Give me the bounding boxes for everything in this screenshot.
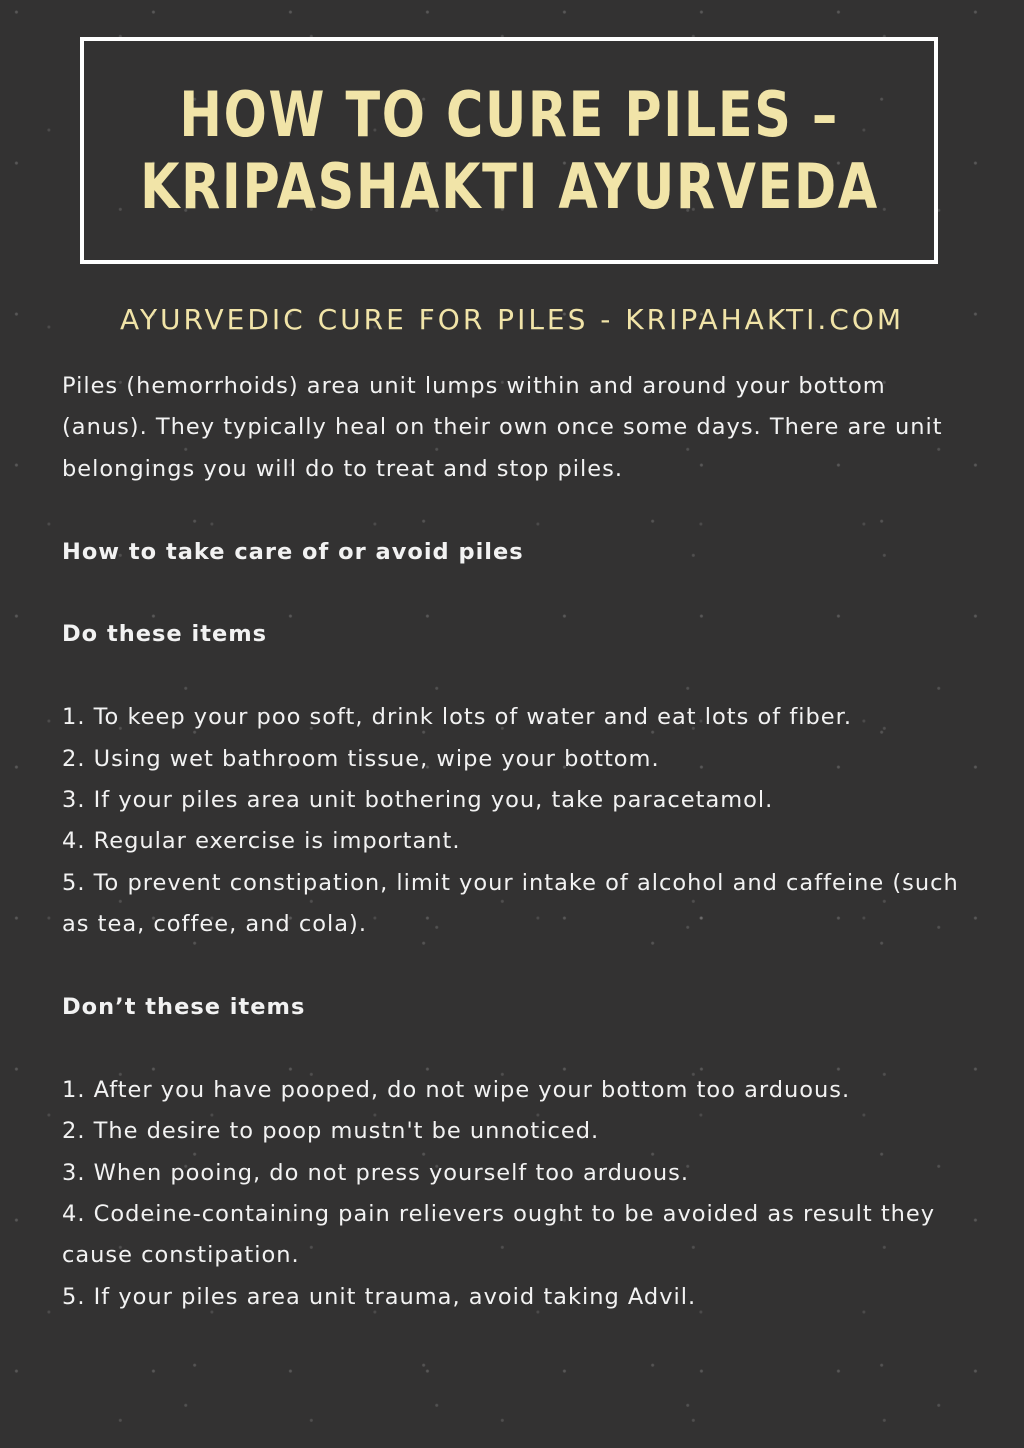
dont-list-item: 4. Codeine-containing pain relievers ought to be avoided as result they cause constipation. [62,1201,936,1269]
do-list-item: 1. To keep your poo soft, drink lots of water and eat lots of fiber. [62,704,852,731]
spacer [62,1028,962,1069]
page-title-line-1: HOW TO CURE PILES – [179,77,839,151]
dont-list-item: 3. When pooing, do not press yourself too arduous. [62,1159,690,1186]
dont-list [62,1070,962,1318]
spacer [62,573,962,614]
dont-list-item: 2. The desire to poop mustn't be unnoticed. [62,1118,600,1145]
article-body [62,366,962,1318]
spacer [62,490,962,531]
do-list [62,697,962,945]
dont-heading: Don’t these items [62,994,306,1021]
do-list-item: 2. Using wet bathroom tissue, wipe your bottom. [62,745,660,772]
do-list-item: 3. If your piles area unit bothering you, take paracetamol. [62,787,774,814]
dont-list-item: 5. If your piles area unit trauma, avoid taking Advil. [62,1283,697,1310]
do-heading: Do these items [62,621,268,648]
title-box [80,37,938,264]
page-subtitle: AYURVEDIC CURE FOR PILES - KRIPAHAKTI.COM [119,303,905,336]
do-list-item: 5. To prevent constipation, limit your intake of alcohol and caffeine (such as tea, coffee, and cola). [62,869,959,938]
spacer [62,656,962,697]
intro-paragraph: Piles (hemorrhoids) area unit lumps within and around your bottom (anus). They typically heal on their own once some days. There are unit belongings you will do to treat and stop piles. [62,373,943,482]
do-list-item: 4. Regular exercise is important. [62,828,461,855]
section-heading: How to take care of or avoid piles [62,538,524,565]
dont-list-item: 1. After you have pooped, do not wipe your bottom too arduous. [62,1076,851,1103]
page-title-line-2: KRIPASHAKTI AYURVEDA [139,149,879,223]
spacer [62,946,962,987]
